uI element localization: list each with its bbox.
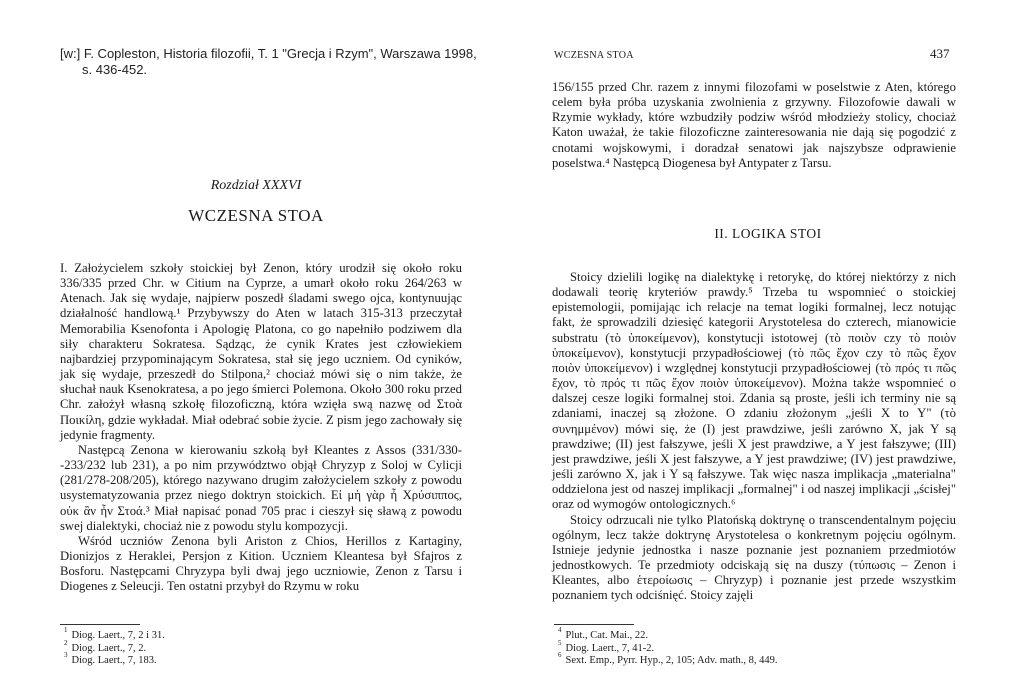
source-citation bbox=[60, 46, 480, 78]
right-footnotes bbox=[558, 626, 778, 668]
paragraph-zenon: I. Założycielem szkoły stoickiej był Zenon, który urodził się około roku 336/335 przed Chr. w Citium na Cyprze, a umarł około roku 264/263 w Atenach. Jak się wydaje, najpierw poszedł śladami swego ojca, kontynuując działalność handlową.¹ Przybywszy do Aten w latach 315-313 przeczytał Memorabilia Ksenofonta i Apologię Platona, co go napełniło podziwem dla siły charakteru Sokratesa. Sądząc, że cynik Krates jest człowiekiem najbardziej przypominającym Sokratesa, stał się jego uczniem. Od cyników, jak się wydaje, przeszedł do Stilpona,² chociaż mówi się o nim także, że słuchał nauk Ksenokratesa, a po jego śmierci Polemona. Około 300 roku przed Chr. założył własną szkołę filozoficzną, która wzięła swą nazwę od Στοὰ Ποικίλη, gdzie wykładał. Miał odebrać sobie życie. Z pism jego zachowały się jedynie fragmenty. bbox=[60, 261, 462, 442]
right-body-text bbox=[552, 270, 956, 603]
footnote-item: $^5$ Diog. Laert., 7, 41-2. bbox=[558, 638, 655, 654]
footnote-item: $^4$ Plut., Cat. Mai., 22. bbox=[558, 626, 649, 641]
source-citation-line1: [w:] F. Copleston, Historia filozofii, T. 1 "Grecja i Rzym", Warszawa 1998, bbox=[60, 46, 477, 61]
footnote-item: $^1$ Diog. Laert., 7, 2 i 31. bbox=[64, 626, 165, 641]
source-citation-line2: s. 436-452. bbox=[82, 62, 148, 77]
footnote-rule bbox=[60, 624, 140, 625]
footnote-item: $^2$ Diog. Laert., 7, 2. bbox=[64, 638, 147, 654]
chapter-label: Rozdział XXXVI bbox=[210, 178, 302, 193]
footnote-rule bbox=[554, 624, 634, 625]
paragraph-students: Wśród uczniów Zenona byli Ariston z Chios, Herillos z Kartaginy, Dionizjos z Heraklei, Persjon z Kition. Uczniem Kleantesa był Sfajros z Bosforu. Następcami Chryzypa byli dwaj jego uczniowie, Zenon z Tarsu i Diogenes z Seleucji. Ten ostatni przybył do Rzymu w roku bbox=[60, 533, 462, 594]
paragraph-universals: Stoicy odrzucali nie tylko Platońską doktrynę o transcendentalnym pojęciu ogólnym, lecz także doktrynę Arystotelesa o konkretnym pojęciu ogólnym. Istnieje jedynie jednostka i nasze poznanie jest poznaniem przedmiotów jednostkowych. Te przedmioty odciskają się na duszy (τύπωσις – Zenon i Kleantes, albo ἑτεροίωσις – Chryzyp) i poznanie jest przede wszystkim poznaniem tych odciśnięć. Stoicy zajęli bbox=[552, 512, 956, 603]
footnote-item: $^3$ Diog. Laert., 7, 183. bbox=[64, 651, 157, 666]
running-head: WCZESNA STOA bbox=[554, 50, 634, 61]
left-footnotes bbox=[64, 626, 165, 668]
left-body-text bbox=[60, 261, 462, 594]
paragraph-kleantes-chryzyp: Następcą Zenona w kierowaniu szkołą był Kleantes z Assos (331/330--233/232 lub 231), a po nim przywództwo objął Chryzyp z Soloj w Cylicji (281/278-208/205), którego nazywano drugim założycielem szkoły z powodu usystematyzowania przez niego doktryn stoickich. Εἰ μὴ γὰρ ἦ Χρύσιππος, οὐκ ἂν ἦν Στοά.³ Miał napisać ponad 705 prac i cieszył się sławą z powodu swej dialektyki, chociaż nie z powodu stylu kompozycji. bbox=[60, 442, 462, 533]
chapter-title: WCZESNA STOA bbox=[188, 206, 324, 225]
paragraph-diogenes-rome: 156/155 przed Chr. razem z innymi filozofami w poselstwie z Aten, którego celem była próba uzyskania zwolnienia z grzywny. Filozofowie dawali w Rzymie wykłady, które wzbudziły podziw wśród młodzieży stolicy, chociaż Katon uważał, że takie filozoficzne zainteresowania nie dają się pogodzić z cnotami wojskowymi, i doradzał senatowi jak najszybsze odprawienie poselstwa.⁴ Następcą Diogenesa był Antypater z Tarsu. bbox=[552, 80, 956, 170]
section-title: II. LOGIKA STOI bbox=[714, 226, 822, 241]
footnote-item: $^6$ Sext. Emp., Pyrr. Hyp., 2, 105; Adv. math., 8, 449. bbox=[558, 651, 778, 666]
page-number: 437 bbox=[930, 46, 950, 61]
right-top-text bbox=[552, 80, 956, 171]
paragraph-logic: Stoicy dzielili logikę na dialektykę i retorykę, do której niektórzy z nich dodawali teorię kryteriów prawdy.⁵ Trzeba tu wspomnieć o stoickiej epistemologii, pomijając ich relacje na temat logiki formalnej, lecz notując fakt, że sprowadzili dziesięć kategorii Arystotelesa do czterech, mianowicie substratu (τὸ ὑποκείμενον), konstytucji istotowej (τὸ ποιὸν czy τὸ ποιὸν ὑποκείμενον), konstytucji przypadłościowej (τὸ πῶς ἔχον czy τὸ πῶς ἔχον ποιὸν ὑποκείμενον) i względnej konstytucji przypadłościowej (τὸ πρός τι πῶς ἔχον, τὸ πρός τι πῶς ἔχον ποιὸν ὑποκείμενον). Można także wspomnieć o dalszej cesze logiki formalnej stoi. Zdania są proste, jeśli ich terminy nie są zdaniami, inaczej są złożone. O zdaniu złożonym „jeśli X to Y" (τὸ συνημμένον) mówi się, że (I) jest prawdziwe, jeśli zarówno X, jak Y są prawdziwe; (II) jest fałszywe, jeśli X jest prawdziwe, a Y jest fałszywe; (III) jest prawdziwe, jeśli X jest fałszywe, a Y jest prawdziwe; (IV) jest prawdziwe, jeśli zarówno X, jak i Y są fałszywe. Tak więc nasza implikacja „materialna" oddzielona jest od naszej implikacji „formalnej" i od naszej implikacji „ścisłej" oraz od wymogów ontologicznych.⁶ bbox=[552, 270, 956, 512]
